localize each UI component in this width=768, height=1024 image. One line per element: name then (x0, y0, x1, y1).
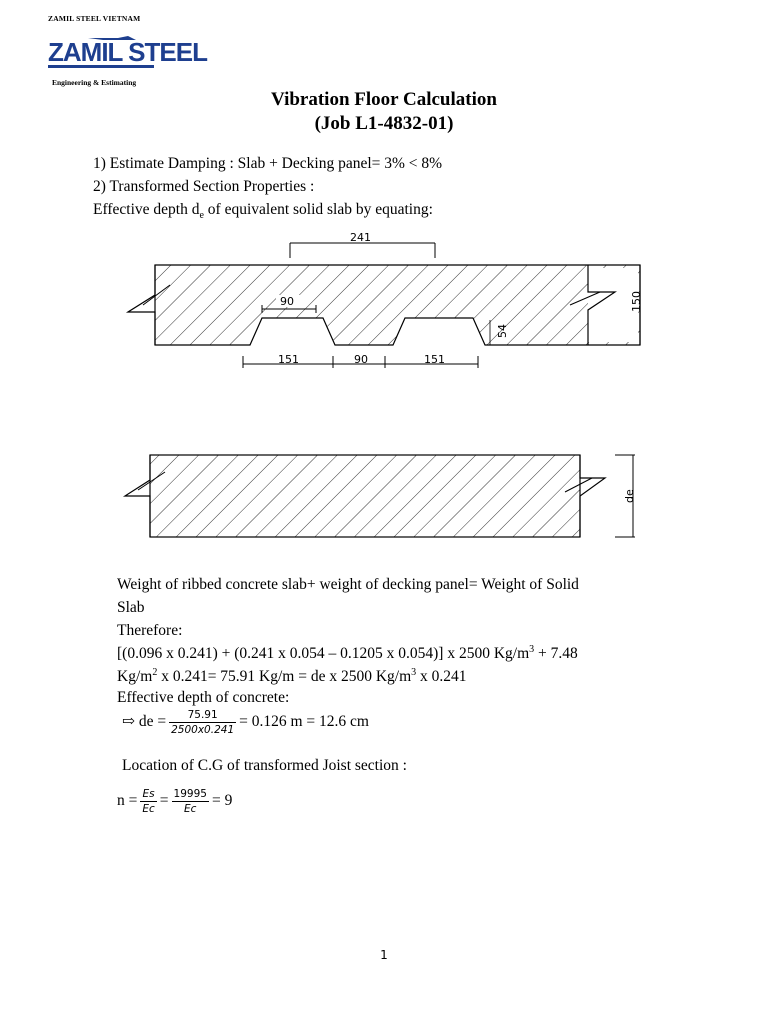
equation-line-2 (117, 667, 467, 686)
de-equation-result: = 0.126 m = 12.6 cm (239, 713, 369, 731)
dim-top: 241 (350, 231, 371, 244)
equation-2-text-c: x 0.241 (416, 668, 467, 686)
effective-depth-subscript: e (199, 210, 204, 222)
equation-2-text-a: Kg/m (117, 668, 153, 686)
dim-bottom-3: 151 (424, 353, 445, 366)
de-fraction (169, 709, 236, 736)
dim-height: 150 (630, 291, 643, 312)
equation-1-text-b: + 7.48 (534, 645, 578, 663)
equation-2-text-b: x 0.241= 75.91 Kg/m = de x 2500 Kg/m (157, 668, 412, 686)
dim-rib-top: 90 (280, 295, 294, 308)
n-prefix: n = (117, 792, 138, 810)
company-name-top: ZAMIL STEEL VIETNAM (48, 14, 141, 23)
dim-bottom-2: 90 (354, 353, 368, 366)
effective-depth-concrete-label: Effective depth of concrete: (117, 689, 290, 706)
effective-depth-text-a: Effective depth d (93, 201, 200, 218)
equation-line-1 (117, 644, 578, 663)
job-number: (Job L1-4832-01) (314, 113, 454, 134)
page-title: Vibration Floor Calculation (271, 89, 497, 110)
dim-rib-height: 54 (496, 324, 509, 338)
de-denominator: 2500x0.241 (171, 724, 235, 736)
equation-1-superscript: 3 (529, 644, 535, 655)
effective-depth-text-b: of equivalent solid slab by equating: (203, 201, 433, 218)
n-denominator-1: Ec (142, 803, 155, 815)
weight-line-1: Weight of ribbed concrete slab+ weight of decking panel= Weight of Solid (117, 576, 579, 593)
de-equation-prefix: de = (135, 713, 167, 731)
therefore-line: Therefore: (117, 622, 183, 639)
logo-text: ZAMIL STEEL (48, 37, 207, 67)
arrow-icon: ⇨ (122, 713, 135, 731)
n-numerator-1: Es (140, 788, 156, 802)
dim-bottom-1: 151 (278, 353, 299, 366)
weight-line-2: Slab (117, 599, 145, 616)
item-section-properties: 2) Transformed Section Properties : (93, 178, 315, 195)
equation-2-superscript-2: 3 (411, 667, 417, 678)
n-fraction-2 (172, 788, 209, 815)
solid-slab-section (150, 455, 580, 537)
cg-location-label: Location of C.G of transformed Joist section : (122, 757, 407, 774)
logo-subtitle: Engineering & Estimating (52, 78, 137, 87)
page-number: 1 (380, 948, 388, 962)
n-denominator-2: Ec (184, 803, 197, 815)
n-numerator-2: 19995 (173, 788, 207, 800)
n-result: = 9 (211, 792, 233, 810)
de-equation (122, 709, 369, 736)
de-numerator: 75.91 (169, 709, 236, 723)
equation-1-text-a: [(0.096 x 0.241) + (0.241 x 0.054 – 0.1205 x 0.054)] x 2500 Kg/m (117, 645, 530, 663)
modular-ratio-equation (117, 788, 232, 815)
n-fraction-1 (140, 788, 156, 815)
equation-2-superscript-1: 2 (152, 667, 158, 678)
item-damping: 1) Estimate Damping : Slab + Decking panel= 3% < 8% (93, 155, 443, 172)
n-equals: = (159, 792, 169, 810)
dim-de: de (623, 489, 636, 503)
